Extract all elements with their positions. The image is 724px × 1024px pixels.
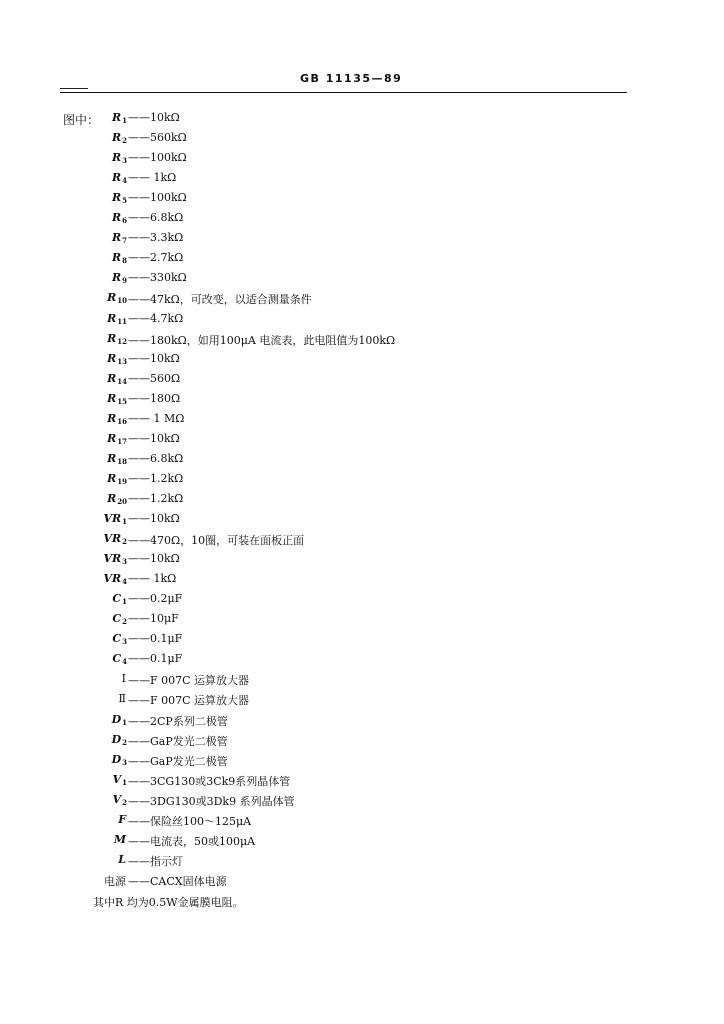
component-symbol [112,151,127,165]
component-symbol-letter: 电源 [104,874,126,888]
component-symbol-letter: V [112,772,122,786]
component-symbol [112,131,127,145]
component-symbol-subscript: 17 [117,436,127,446]
component-row [0,412,724,430]
component-symbol-letter: R [107,431,117,445]
component-symbol [114,833,127,847]
component-symbol [103,532,127,546]
component-row [0,191,724,209]
component-symbol-letter: Ⅱ [118,692,126,706]
component-symbol-letter: R [107,351,117,365]
component-symbol-letter: R [107,451,117,465]
component-value: ——0.1μF [128,632,183,646]
component-symbol-letter: VR [103,552,122,566]
component-value: ——2CP系列二极管 [128,714,228,728]
component-symbol [107,412,127,426]
component-row [0,753,724,771]
component-symbol-letter: M [113,832,126,846]
component-row [0,672,724,690]
component-symbol [107,312,127,326]
component-symbol-letter: R [107,291,117,305]
component-value: ——指示灯 [128,854,183,868]
component-value: ——CACX固体电源 [128,874,227,888]
component-symbol [107,472,127,486]
component-symbol-subscript: 2 [122,136,127,146]
component-symbol-letter: R [111,211,122,225]
component-row [0,312,724,330]
component-row [0,632,724,650]
component-symbol [112,652,127,666]
component-symbol-letter: VR [103,572,122,586]
component-value: —— 1 MΩ [128,411,185,425]
component-row [0,271,724,289]
component-symbol-letter: R [111,151,122,165]
component-symbol-subscript: 1 [122,517,127,526]
component-symbol [118,853,127,867]
component-symbol [119,692,127,706]
component-symbol-subscript: 3 [122,637,127,647]
component-symbol-letter: R [107,491,117,505]
component-symbol [112,111,127,125]
component-symbol-letter: C [112,632,122,646]
component-symbol-subscript: 6 [122,216,127,226]
component-symbol [112,753,127,767]
component-symbol-subscript: 1 [122,717,127,727]
component-symbol-letter: R [107,471,117,485]
component-value: ——100kΩ [128,191,187,205]
component-symbol [122,672,127,686]
component-symbol-subscript: 19 [117,476,127,486]
component-value: ——10kΩ [128,111,180,124]
component-value: —— 1kΩ [128,171,177,185]
component-symbol [103,512,127,526]
component-symbol-subscript: 15 [117,396,127,406]
component-symbol-subscript: 18 [117,456,127,466]
component-value: ——6.8kΩ [128,211,184,225]
component-symbol-letter: L [118,852,126,866]
component-symbol-letter: R [111,251,122,265]
component-symbol-letter: Ⅰ [121,672,126,686]
component-row [0,452,724,470]
component-symbol-letter: R [111,231,122,245]
component-symbol [112,251,127,265]
component-row [0,833,724,851]
component-symbol-letter: F [118,812,126,826]
component-symbol-subscript: 5 [122,196,127,206]
component-symbol-letter: R [107,371,117,385]
component-value: ——10kΩ [128,512,180,525]
component-row [0,873,724,891]
component-row [0,733,724,751]
component-symbol [112,733,127,747]
component-symbol-letter: C [112,592,122,606]
component-value: ——180Ω [128,391,181,405]
component-row [0,392,724,410]
component-row [0,131,724,149]
component-symbol [107,291,127,305]
component-symbol-subscript: 11 [117,316,127,326]
component-symbol [112,713,127,727]
component-symbol-letter: R [111,131,122,145]
component-row [0,111,724,129]
component-value: ——470Ω，10圈，可装在面板正面 [128,534,305,548]
component-symbol-subscript: 4 [122,577,127,587]
component-symbol [104,873,127,889]
component-value: ——3.3kΩ [128,231,184,245]
component-value: ——6.8kΩ [128,451,184,465]
component-symbol [112,191,127,205]
component-symbol-letter: R [107,391,117,405]
component-symbol [112,592,127,606]
component-row [0,773,724,791]
component-symbol-subscript: 9 [122,276,127,286]
component-value: ——电流表，50或100μA [128,834,256,848]
component-symbol-letter: D [111,712,122,726]
component-row [0,151,724,169]
component-row [0,793,724,811]
component-row [0,211,724,229]
component-symbol [107,432,127,446]
component-value: ——10kΩ [128,552,180,566]
component-symbol-letter: R [107,331,117,345]
component-symbol-subscript: 4 [122,176,127,186]
component-symbol-letter: R [111,271,122,285]
component-value: ——10μF [128,612,179,626]
component-symbol [113,773,127,787]
component-symbol [103,552,127,566]
component-symbol-letter: D [111,752,122,766]
component-symbol-subscript: 13 [117,356,127,366]
component-row [0,472,724,490]
component-symbol-subscript: 20 [117,496,127,506]
component-symbol-subscript: 16 [117,416,127,426]
component-value: ——F 007C 运算放大器 [128,674,250,688]
component-value: ——GaP发光二极管 [128,754,228,768]
component-row [0,372,724,390]
component-symbol-subscript: 1 [122,777,127,787]
component-symbol [103,572,127,586]
component-value: ——保险丝100～125μA [128,814,252,828]
component-symbol [112,211,127,225]
component-value: ——180kΩ，如用100μA 电流表，此电阻值为100kΩ [128,333,396,347]
component-symbol [112,171,127,185]
component-symbol-letter: R [107,411,117,425]
component-symbol-subscript: 1 [122,116,127,125]
component-row [0,652,724,670]
component-value: ——1.2kΩ [128,471,184,485]
component-row [0,813,724,831]
component-value: ——3CG130或3Ck9系列晶体管 [128,774,291,788]
component-row [0,713,724,731]
component-row [0,612,724,630]
component-symbol-letter: V [112,792,122,806]
component-row [0,853,724,871]
component-value: ——10kΩ [128,351,180,365]
component-row [0,692,724,710]
component-symbol [107,372,127,386]
component-row [0,432,724,450]
component-symbol [107,492,127,506]
component-symbol [112,271,127,285]
component-symbol [112,632,127,646]
component-symbol [107,392,127,406]
component-row [0,592,724,610]
component-row [0,251,724,269]
component-row [0,532,724,550]
component-row [0,171,724,189]
component-value: ——0.2μF [128,592,183,606]
component-row [0,552,724,570]
component-symbol-letter: D [111,732,122,746]
component-symbol [107,452,127,466]
header-rule [60,92,627,93]
component-row [0,231,724,249]
component-row [0,572,724,590]
component-row [0,291,724,309]
component-value: ——10kΩ [128,431,180,445]
component-symbol-subscript: 10 [117,296,127,306]
component-symbol-subscript: 2 [122,537,127,547]
component-symbol [118,813,127,827]
component-symbol-letter: R [111,111,122,124]
component-symbol-letter: C [112,612,122,626]
component-symbol [112,612,127,626]
component-symbol-letter: R [111,171,122,185]
component-value: —— 1kΩ [128,572,177,586]
component-symbol-subscript: 12 [117,336,127,346]
component-symbol-subscript: 1 [122,597,127,607]
component-symbol-subscript: 7 [122,236,127,246]
component-symbol-subscript: 2 [122,617,127,627]
component-value: ——4.7kΩ [128,311,184,325]
component-value: ——100kΩ [128,151,187,165]
component-symbol-subscript: 14 [117,376,127,386]
component-row [0,512,724,530]
standard-number: GB 11135—89 [300,72,403,85]
component-value: ——47kΩ，可改变，以适合测量条件 [128,293,312,307]
component-symbol-subscript: 2 [122,797,127,807]
component-row [0,332,724,350]
component-symbol-subscript: 4 [122,657,127,667]
component-value: ——0.1μF [128,652,183,666]
component-symbol-letter: VR [103,532,122,546]
component-value: ——GaP发光二极管 [128,734,228,748]
component-symbol-letter: R [111,191,122,205]
component-symbol-subscript: 3 [122,757,127,767]
component-symbol-subscript: 8 [122,256,127,266]
component-value: ——560kΩ [128,131,187,145]
component-row [0,352,724,370]
component-symbol [112,231,127,245]
header-left-rule [60,88,88,89]
component-symbol-subscript: 3 [122,156,127,166]
component-row [0,492,724,510]
component-symbol [107,332,127,346]
component-symbol [113,793,127,807]
component-symbol-subscript: 2 [122,737,127,747]
component-symbol-letter: C [112,652,122,666]
component-value: ——3DG130或3Dk9 系列晶体管 [128,794,295,808]
component-symbol-letter: VR [103,512,122,525]
component-value: ——2.7kΩ [128,251,184,265]
component-value: ——F 007C 运算放大器 [128,694,250,708]
component-value: ——330kΩ [128,271,187,285]
legend-label: 图中： [63,113,100,127]
component-symbol-subscript: 3 [122,557,127,567]
footer-note: 其中R 均为0.5W金属膜电阻。 [93,896,244,909]
component-symbol-letter: R [107,311,117,325]
component-value: ——1.2kΩ [128,491,184,505]
component-value: ——560Ω [128,371,181,385]
component-symbol [107,352,127,366]
